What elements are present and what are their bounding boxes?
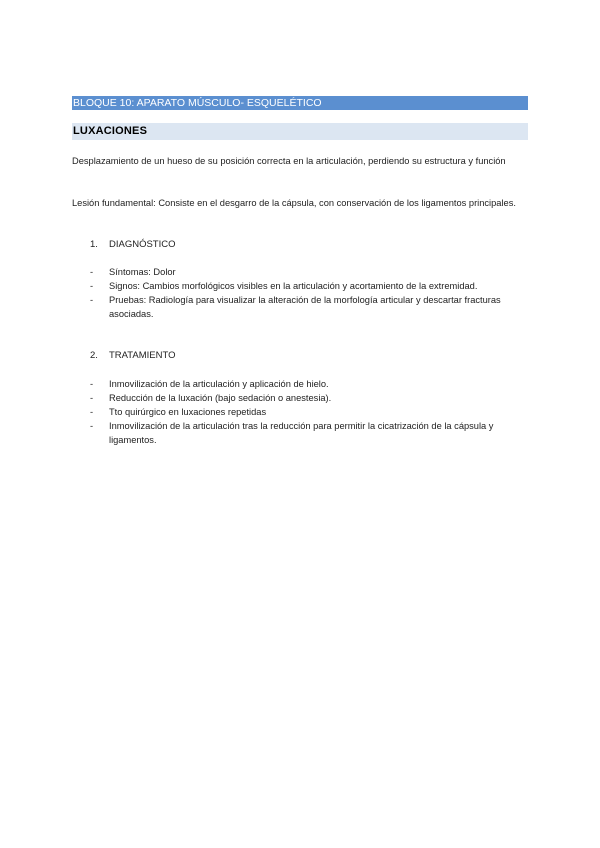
fundamental-lesion-paragraph: Lesión fundamental: Consiste en el desgarro de la cápsula, con conservación de los ligamentos principales. bbox=[72, 198, 516, 208]
list-item bbox=[90, 405, 520, 419]
bullet-dash: - bbox=[90, 267, 94, 277]
block-header-band: BLOQUE 10: APARATO MÚSCULO- ESQUELÉTICO bbox=[72, 96, 528, 110]
definition-paragraph: Desplazamiento de un hueso de su posición correcta en la articulación, perdiendo su estructura y función bbox=[72, 156, 506, 166]
list-item bbox=[90, 293, 520, 321]
list-item bbox=[90, 419, 520, 447]
bullet-dash: - bbox=[90, 421, 94, 431]
list-item-text: Pruebas: Radiología para visualizar la alteración de la morfología articular y descartar fracturas asociadas. bbox=[109, 295, 501, 319]
bullet-dash: - bbox=[90, 393, 94, 403]
bullet-dash: - bbox=[90, 295, 94, 305]
section-heading-diagnostico bbox=[90, 238, 176, 252]
section-heading-label: TRATAMIENTO bbox=[109, 350, 176, 361]
bullet-dash: - bbox=[90, 281, 94, 291]
list-item-text: Inmovilización de la articulación y aplicación de hielo. bbox=[109, 379, 329, 389]
list-item-text: Reducción de la luxación (bajo sedación o anestesia). bbox=[109, 393, 332, 403]
section-number: 1. bbox=[90, 239, 98, 250]
list-item bbox=[90, 377, 520, 391]
section-heading-label: DIAGNÓSTICO bbox=[109, 239, 176, 250]
list-item-text: Tto quirúrgico en luxaciones repetidas bbox=[109, 407, 267, 417]
tratamiento-list bbox=[90, 377, 520, 447]
list-item-text: Síntomas: Dolor bbox=[109, 267, 176, 277]
diagnostico-list bbox=[90, 265, 520, 321]
section-number: 2. bbox=[90, 350, 98, 361]
list-item bbox=[90, 391, 520, 405]
section-heading-tratamiento bbox=[90, 349, 176, 363]
list-item bbox=[90, 279, 520, 293]
section-title: LUXACIONES bbox=[72, 123, 528, 140]
bullet-dash: - bbox=[90, 379, 94, 389]
list-item-text: Inmovilización de la articulación tras la reducción para permitir la cicatrización de la cápsula y ligamentos. bbox=[109, 421, 494, 445]
list-item-text: Signos: Cambios morfológicos visibles en la articulación y acortamiento de la extremidad. bbox=[109, 281, 478, 291]
bullet-dash: - bbox=[90, 407, 94, 417]
list-item bbox=[90, 265, 520, 279]
